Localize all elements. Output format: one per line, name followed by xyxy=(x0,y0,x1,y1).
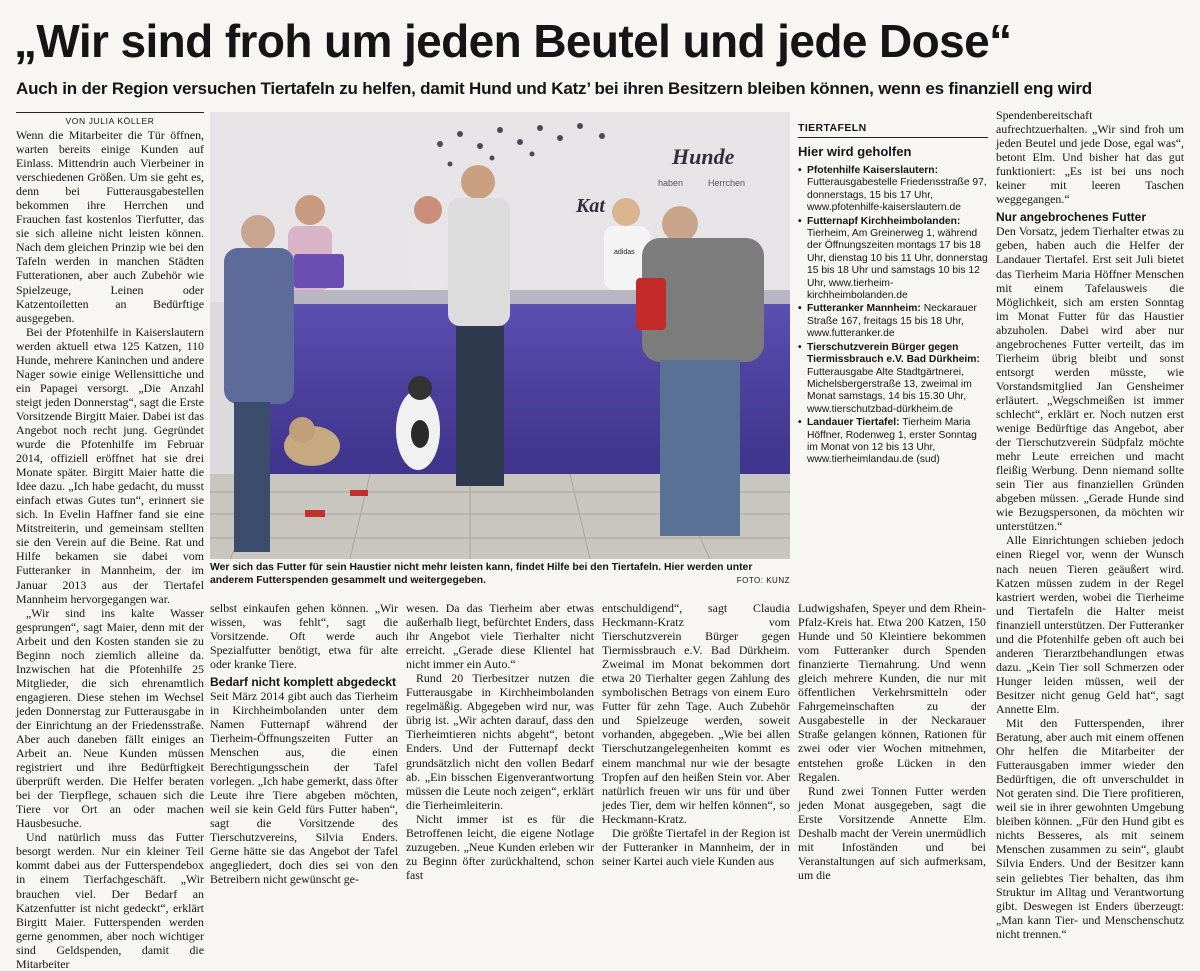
info-box-item-name: Tierschutzverein Bürger gegen Tiermissbrauch e.V. Bad Dürkheim: xyxy=(807,341,980,366)
paragraph: entschuldigend“, sagt Claudia Heckmann-Kratz vom Tierschutzverein Bürger gegen Tiermissbrauch e.V. Bad Dürkheim. Zweimal im Monat bekommen dort etwa 20 Tierhalter gegen Zahlung des symbolischen Betrags von einem Euro Futter für zehn Tage. Auch Zubehör und Spielzeuge werden, soweit vorhanden, abgegeben. „Wie bei allen Tierschutzangelegenheiten kommt es einem manchmal nur wie der besagte Tropfen auf den heißen Stein vor. Aber natürlich freuen wir uns für und über jedes Tier, dem wir helfen können“, so Heckmann-Kratz. xyxy=(602,601,790,826)
info-box-item-name: Landauer Tiertafel: xyxy=(807,417,900,429)
byline xyxy=(16,112,204,126)
paragraph: Alle Einrichtungen schieben jedoch einen Riegel vor, wenn der Wunsch nach neuen Tieren geäußert wird. Katzen müssen zudem in der Regel kastriert werden, wobei die Tierheime und Tiertafeln die Halter meist finanziell unterstützen. Der Futteranker und die Pfotenhilfe geben oft auch bei anderen Tierarztbehandlungen etwas dazu. „Kein Tier soll Schmerzen oder Hunger leiden müssen, weil der Besitzer nicht genug Geld hat“, sagt Annette Elm. xyxy=(996,533,1184,716)
article-column-6 xyxy=(996,108,1184,941)
paragraph: Bei der Pfotenhilfe in Kaiserslautern werden aktuell etwa 125 Katzen, 110 Hunde, mehrere Kaninchen und andere Nager sowie einige Wellensittiche und ein Papagei versorgt. „Die Anzahl steigt jeden Donnerstag“, sagt die Erste Vorsitzende Birgitt Maier. Dabei ist das Angebot noch recht jung. Gegründet wurde die Pfotenhilfe im Februar 2014, offiziell eröffnet hat sie drei Monate später. Birgitt Maier hatte die Idee dazu. „Ich habe gedacht, du musst einfach etwas Gutes tun“, erinnert sie sich. In Evelin Haffner fand sie eine Mitstreiterin, und gemeinsam stellten sie den Verein auf die Beine. Rat und Hilfe bekamen sie dabei vom Futteranker in Mannheim, der im Januar 2013 aus der Tiertafel Mannheim hervorgegangen war. xyxy=(16,324,204,606)
paragraph: Den Vorsatz, jedem Tierhalter etwas zu geben, haben auch die Helfer der Landauer Tiertafel. Erst seit Juli bietet das Tierheim Maria Höffner Menschen mit einem Tafelausweis die Möglichkeit, sich am ersten Sonntag im Monat Futter für das Haustier abzuholen. Dabei wird aber nur angebrochenes Futter verteilt, das im Tierheim übrig bleibt und sonst entsorgt werden müsste, wie Vorstandsmitglied Jan Gensheimer erläutert. „Wegschmeißen ist immer schlecht“, erklärt er. Noch nutzen erst wenige Bedürftige das Angebot, aber der Tierschutzverein Südpfalz möchte mehr Leute erreichen und macht fleißig Werbung. Denn niemand sollte sein Tier aus finanziellen Gründen abgeben müssen. „Gerade Hunde sind wie Bezugspersonen, da möchten wir unterstützen.“ xyxy=(996,224,1184,534)
paragraph: Die größte Tiertafel in der Region ist der Futteranker in Mannheim, der in seiner Kartei auch viele Kunden aus xyxy=(602,825,790,868)
article-column-1 xyxy=(16,128,204,971)
info-box xyxy=(798,122,988,468)
info-box-list xyxy=(798,165,988,467)
info-box-title: Hier wird geholfen xyxy=(798,144,912,159)
info-box-item-name: Futternapf Kirchheimbolanden: xyxy=(807,215,961,227)
paragraph: Spendenbereitschaft aufrechtzuerhalten. „Wir sind froh um jeden Beutel und jede Dose, egal was“, betont Elm. Und bisher hat das gut funktioniert: „Es ist bei uns noch keiner mit leeren Taschen weggegangen.“ xyxy=(996,108,1184,207)
photo-credit: FOTO: KUNZ xyxy=(736,576,790,585)
bag-logo: adidas xyxy=(614,249,635,256)
info-box-tag: TIERTAFELN xyxy=(798,122,988,138)
paragraph: Nicht immer ist es für die Betroffenen leicht, die eigene Notlage zuzugeben. „Neue Kunden erleben wir zu Beginn öfter zurückhaltend, schon fast xyxy=(406,811,594,882)
article-column-2 xyxy=(210,601,398,886)
section-subheading: Bedarf nicht komplett abgedeckt xyxy=(210,675,397,690)
info-box-item xyxy=(798,165,988,215)
info-box-item xyxy=(798,216,988,303)
paragraph: wesen. Da das Tierheim aber etwas außerhalb liegt, befürchtet Enders, dass ihr Angebot viele Tierhalter nicht erreicht. „Gerade diese Klientel hat nicht immer ein Auto.“ xyxy=(406,601,594,672)
paragraph: Seit März 2014 gibt auch das Tierheim in Kirchheimbolanden unter dem Namen Futternapf während der Tierheim-Öffnungszeiten Futter an Menschen aus, die einen Berechtigungsschein der Tafel vorlegen. „Ich habe gemerkt, dass öfter Leute ihre Tiere abgeben möchten, weil sie kein Geld fürs Futter haben“, sagt die Vorsitzende des Tierschutzvereins, Silvia Enders. Gerne hätte sie das Angebot der Tafel angegliedert, doch dies sei von den Betreibern nicht gewünscht ge- xyxy=(210,689,398,886)
wall-text-hunde: Hunde xyxy=(672,144,735,169)
info-box-item-text: Tierheim, Am Greinerweg 1, während der Öffnungszeiten montags 17 bis 18 Uhr, dienstag 10 bis 11 Uhr, donnerstag 15 bis 18 Uhr und samstags 10 bis 12 Uhr, www.tierheim-kirchheimbolanden.de xyxy=(807,228,988,302)
subheadline: Auch in der Region versuchen Tiertafeln zu helfen, damit Hund und Katz’ bei ihren Besitzern bleiben können, wenn es finanziell eng wird xyxy=(16,79,1092,98)
wall-text-haben: haben xyxy=(658,178,684,188)
photo-illustration xyxy=(210,112,790,559)
info-box-item-text: Futterausgabe Alte Stadtgärtnerei, Michelsbergerstraße 13, zweimal im Monat samstags, 14 bis 15.30 Uhr, www.tierschutzbad-dürkheim.de xyxy=(807,366,972,415)
caption-text: Wer sich das Futter für sein Haustier nicht mehr leisten kann, findet Hilfe bei den Tiertafeln. Hier werden unter anderem Futterspenden gesammelt und weitergegeben. xyxy=(210,562,753,586)
info-box-item-name: Futteranker Mannheim: xyxy=(807,303,921,315)
article-photo xyxy=(210,112,790,559)
paragraph: Rund 20 Tierbesitzer nutzen die Futterausgabe in Kirchheimbolanden regelmäßig. Abgegeben wird nur, was übrig ist. „Wir achten darauf, dass den Tierheimtieren nichts abgeht“, betont Enders. Und der Futternapf deckt grundsätzlich nicht den vollen Bedarf ab. „Ein bisschen Eigenverantwortung müssen die Leute noch zeigen“, erklärt die Tierheimleiterin. xyxy=(406,671,594,812)
paragraph: selbst einkaufen gehen können. „Wir wissen, was fehlt“, sagt die Vorsitzende. Oft werde auch Spezialfutter benötigt, etwa für alte oder kranke Tiere. xyxy=(210,601,398,672)
info-box-item-name: Pfotenhilfe Kaiserslautern: xyxy=(807,165,939,176)
paragraph: Wenn die Mitarbeiter die Tür öffnen, warten bereits einige Kunden auf Einlass. Mittendrin auch Vierbeiner in verschiedenen Größen. Um sie geht es, denn bei Futterausgabestellen bekommen ihre Herrchen und Frauchen fast kostenlos Tierfutter, das sie sich alleine nicht leisten können. Nach dem gleichen Prinzip wie bei den Tafeln werden in manchen Städten Futterationen, aber auch Zubehör wie Spielzeuge, Leinen oder Katzentoiletten an Bedürftige ausgegeben. xyxy=(16,128,204,325)
info-box-item-text: Futterausgabestelle Friedensstraße 97, donnerstags, 15 bis 17 Uhr, www.pfotenhilfe-kaiserslautern.de xyxy=(807,177,987,214)
paragraph: „Wir sind ins kalte Wasser gesprungen“, sagt Maier, denn mit der Arbeit und den Kosten standen sie zu Beginn noch ziemlich alleine da. Inzwischen hat die Pfotenhilfe 25 Mitglieder, die sich ehrenamtlich engagieren. Diese stehen im Wechsel jeden Donnerstag zur Futterausgabe in der Einrichtung an der Friedensstraße. Aber auch daneben fällt einiges an Arbeit an. Neue Kunden müssen registriert und ihre Bedürftigkeit überprüft werden. Die Helfer beraten bei der Tierpflege, schauen sich die Tiere vor Ort an oder machen Hausbesuche. xyxy=(16,605,204,831)
wall-text-herrchen: Herrchen xyxy=(708,178,746,188)
info-box-item-text: Neckarauer Straße 167, freitags 15 bis 18 Uhr, www.futteranker.de xyxy=(807,303,977,340)
info-box-item xyxy=(798,417,988,467)
headline: „Wir sind froh um jeden Beutel und jede Dose“ xyxy=(14,15,1012,67)
article-column-5 xyxy=(798,601,986,882)
wall-text-katzen: Kat xyxy=(576,195,605,217)
paragraph: Rund zwei Tonnen Futter werden jeden Monat ausgegeben, sagt die Erste Vorsitzende Annette Elm. Deshalb macht der Verein unermüdlich mit Infoständen und bei Veranstaltungen auf sich aufmerksam, um die xyxy=(798,783,986,882)
byline-text: VON JULIA KÖLLER xyxy=(65,116,155,126)
paragraph: Mit den Futterspenden, ihrer Beratung, aber auch mit einem offenen Ohr helfen die Mitarbeiter der Futterausgaben immer wieder den Bedürftigen, die oft unverschuldet in Not geraten sind. Die Tiere profitieren, weil sie in ihrer gewohnten Umgebung bleiben können. „Für den Hund gibt es nichts Besseres, als mit seinem Menschen zusammen zu sein“, glaubt Silvia Enders. Und der Besitzer kann sein geliebtes Tier behalten, das ihm Struktur im Alltag und Verantwortung gibt. Deswegen ist Enders überzeugt: „Man kann Tier- und Menschenschutz nicht trennen.“ xyxy=(996,716,1184,941)
article-column-4 xyxy=(602,601,790,868)
section-subheading: Nur angebrochenes Futter xyxy=(996,210,1147,225)
article-column-3 xyxy=(406,601,594,882)
photo-caption xyxy=(210,561,790,587)
info-box-item-text: Tierheim Maria Höffner, Rodenweg 1, erster Sonntag im Monat von 12 bis 13 Uhr, www.tierheimlandau.de (sud) xyxy=(807,417,977,466)
paragraph: Ludwigshafen, Speyer und dem Rhein-Pfalz-Kreis hat. Etwa 200 Katzen, 150 Hunde und 50 Kleintiere bekommen vom Futteranker durch Spenden finanzierte Tiernahrung. Und wenn gleich mehrere Kunden, die nur mit öffentlichen Verkehrsmitteln oder Fahrgemeinschaften zu der Ausgabestelle in der Neckarauer Straße gelangen können, Rationen für zwei oder vier Wochen mitnehmen, entstehen große Lücken in den Regalen. xyxy=(798,601,986,784)
paragraph: Und natürlich muss das Futter besorgt werden. Nur ein kleiner Teil kommt dabei aus der Futterspendebox in einem Tierfachgeschäft. „Wir brauchen viel. Der Bedarf an Katzenfutter ist nicht gedeckt“, erklärt Birgitt Maier. Futterspenden werden gerne genommen, aber noch wichtiger sind Geldspenden, damit die Mitarbeiter xyxy=(16,830,204,971)
info-box-item xyxy=(798,303,988,340)
info-box-item xyxy=(798,342,988,416)
